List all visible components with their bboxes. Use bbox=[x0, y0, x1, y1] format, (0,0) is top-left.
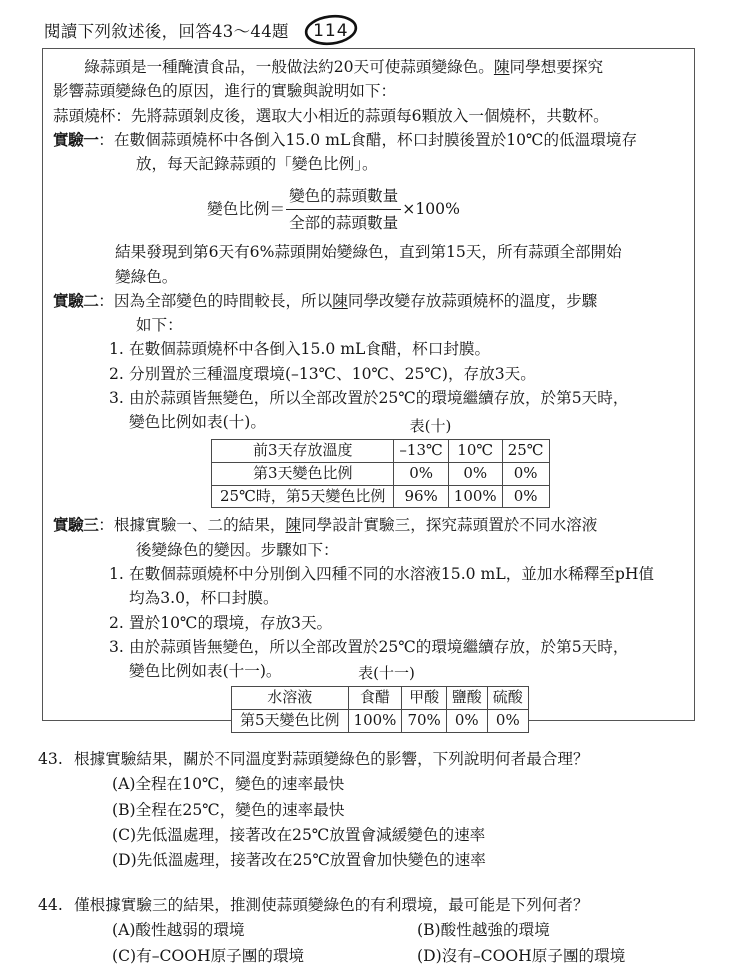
table-10-caption: 表(十) bbox=[409, 416, 452, 435]
experiment-1-result-line-2: 變綠色。 bbox=[115, 267, 178, 286]
formula-denominator: 全部的蒜頭數量 bbox=[286, 209, 401, 235]
table-10-row-2-header: 25℃時，第5天變色比例 bbox=[212, 485, 394, 508]
experiment-3-step-1 bbox=[53, 562, 684, 586]
experiment-2-step-3-text: 由於蒜頭皆無變色，所以全部改置於25℃的環境繼續存放，於第5天時， bbox=[129, 389, 629, 408]
experiment-2-label-text: 實驗二 bbox=[53, 290, 99, 310]
question-44-head bbox=[38, 893, 718, 918]
question-43-number: 43. bbox=[38, 750, 63, 768]
table-11-cell-0-3: 硫酸 bbox=[487, 687, 528, 710]
experiment-3-label-text: 實驗三 bbox=[53, 515, 99, 535]
experiment-2-line-1-name: 陳 bbox=[332, 291, 348, 310]
question-44-option-b[interactable]: (B)酸性越強的環境 bbox=[417, 921, 550, 940]
table-11-caption: 表(十一) bbox=[358, 663, 415, 682]
table-11-cell-1-1: 70% bbox=[402, 709, 446, 732]
experiment-3-step-1-cont: 均為3.0，杯口封膜。 bbox=[129, 589, 279, 608]
experiment-2-step-2-number: 2. bbox=[109, 364, 124, 383]
experiment-3-step-2-number: 2. bbox=[109, 613, 124, 632]
intro-line-1-text: 綠蒜頭是一種醃漬食品，一般做法約20天可使蒜頭變綠色。 bbox=[84, 58, 494, 76]
table-10 bbox=[211, 439, 550, 508]
experiment-2-step-3 bbox=[53, 386, 684, 410]
intro-line-1-tail: 同學想要探究 bbox=[509, 58, 604, 76]
question-43-options bbox=[38, 772, 718, 873]
handwritten-114-mark bbox=[303, 14, 359, 46]
formula-numerator: 變色的蒜頭數量 bbox=[289, 186, 399, 205]
experiment-3-line-1 bbox=[114, 513, 684, 537]
question-43-option-b[interactable]: (B)全程在25℃，變色的速率最快 bbox=[112, 800, 345, 819]
experiment-2-step-2 bbox=[53, 362, 684, 386]
experiment-1-colon: ： bbox=[98, 130, 114, 149]
experiment-3-step-1-text: 在數個蒜頭燒杯中分別倒入四種不同的水溶液15.0 mL，並加水稀釋至pH值 bbox=[129, 565, 655, 584]
experiment-3-block bbox=[53, 513, 684, 562]
question-44-option-a[interactable]: (A)酸性越弱的環境 bbox=[112, 921, 245, 940]
table-10-cell-2-1: 100% bbox=[448, 485, 502, 508]
question-44 bbox=[38, 893, 718, 969]
table-10-cell-1-1: 0% bbox=[448, 462, 502, 485]
experiment-1-block bbox=[53, 128, 684, 177]
experiment-3-line-1-name: 陳 bbox=[285, 516, 302, 535]
experiment-3-label bbox=[53, 513, 114, 537]
table-10-wrap bbox=[53, 415, 684, 509]
question-44-options bbox=[38, 918, 718, 969]
table-11-cell-1-2: 0% bbox=[446, 709, 487, 732]
table-10-cell-0-1: 10℃ bbox=[448, 440, 502, 463]
experiment-2-step-3-number: 3. bbox=[109, 389, 124, 408]
experiment-3-step-2-text: 置於10℃的環境，存放3天。 bbox=[129, 613, 333, 632]
page-header bbox=[44, 14, 359, 46]
table-row bbox=[212, 440, 550, 463]
experiment-2-step-1 bbox=[53, 337, 684, 361]
experiment-3-step-3 bbox=[53, 635, 684, 659]
experiment-3-step-3-number: 3. bbox=[109, 638, 124, 657]
table-11-wrap bbox=[53, 662, 684, 733]
table-10-row-1-header: 第3天變色比例 bbox=[212, 462, 394, 485]
intro-line-1 bbox=[53, 55, 684, 79]
experiment-3-line-1b: 同學設計實驗三，探究蒜頭置於不同水溶液 bbox=[301, 516, 598, 535]
experiment-2-step-3-cont: 變色比例如表(十)。 bbox=[129, 413, 266, 432]
table-11-cell-0-1: 甲酸 bbox=[402, 687, 446, 710]
table-10-cell-2-0: 96% bbox=[394, 485, 448, 508]
experiment-3-step-2 bbox=[53, 611, 684, 635]
passage-box bbox=[42, 48, 695, 729]
experiment-1-label-text: 實驗一 bbox=[53, 129, 99, 149]
experiment-2-line-2: 如下： bbox=[135, 316, 183, 335]
question-44-stem: 僅根據實驗三的結果，推測使蒜頭變綠色的有利環境，最可能是下列何者？ bbox=[74, 896, 589, 914]
table-10-cell-0-2: 25℃ bbox=[502, 440, 549, 463]
table-11-cell-1-0: 100% bbox=[348, 709, 402, 732]
intro-line-1-name: 陳 bbox=[493, 58, 510, 76]
table-10-cell-1-2: 0% bbox=[502, 462, 549, 485]
table-11-cell-0-2: 鹽酸 bbox=[446, 687, 487, 710]
table-11 bbox=[231, 686, 529, 733]
formula-left-term: 變色比例＝ bbox=[207, 200, 286, 219]
table-row bbox=[212, 485, 550, 508]
table-row bbox=[232, 709, 529, 732]
reading-instruction: 閱讀下列敘述後，回答43～44題 bbox=[44, 22, 289, 41]
experiment-3-step-3-cont: 變色比例如表(十一)。 bbox=[129, 662, 282, 681]
handwritten-114-text: 114 bbox=[313, 21, 349, 41]
experiment-2-line-1 bbox=[114, 289, 684, 313]
question-43-option-d[interactable]: (D)先低溫處理，接著改在25℃放置會加快變色的速率 bbox=[112, 851, 486, 869]
table-row bbox=[232, 687, 529, 710]
experiment-2-line-1b: 同學改變存放蒜頭燒杯的溫度，步驟 bbox=[347, 291, 598, 310]
table-row bbox=[212, 462, 550, 485]
experiment-1-line-1: 在數個蒜頭燒杯中各倒入15.0 mL食醋，杯口封膜後置於10℃的低溫環境存 bbox=[113, 130, 638, 149]
table-11-row-1-header: 第5天變色比例 bbox=[232, 709, 349, 732]
experiment-3-step-1-number: 1. bbox=[109, 565, 124, 584]
table-10-cell-1-0: 0% bbox=[394, 462, 448, 485]
experiment-3-line-2: 後變綠色的變因。步驟如下： bbox=[135, 540, 339, 559]
experiment-2-step-2-text: 分別置於三種溫度環境(–13℃、10℃、25℃)，存放3天。 bbox=[129, 364, 536, 383]
question-44-option-c[interactable]: (C)有–COOH原子團的環境 bbox=[112, 946, 305, 965]
experiment-1-body bbox=[114, 128, 684, 177]
experiment-3-body bbox=[114, 513, 684, 562]
table-10-row-0-header: 前3天存放溫度 bbox=[212, 440, 394, 463]
formula-fraction bbox=[286, 184, 401, 236]
experiment-1-line-2: 放，每天記錄蒜頭的「變色比例」。 bbox=[135, 155, 378, 174]
intro-line-2: 影響蒜頭變綠色的原因，進行的實驗與說明如下： bbox=[53, 82, 397, 101]
question-43-option-a[interactable]: (A)全程在10℃，變色的速率最快 bbox=[112, 775, 345, 794]
experiment-2-block bbox=[53, 289, 684, 338]
experiment-3-colon: ： bbox=[98, 516, 114, 535]
table-10-cell-2-2: 0% bbox=[502, 485, 549, 508]
question-44-number: 44. bbox=[38, 896, 63, 914]
formula-right-term: ×100% bbox=[402, 200, 460, 219]
question-43-stem: 根據實驗結果，關於不同溫度對蒜頭變綠色的影響，下列說明何者最合理？ bbox=[74, 750, 589, 768]
experiment-2-step-1-text: 在數個蒜頭燒杯中各倒入15.0 mL食醋，杯口封膜。 bbox=[129, 340, 491, 359]
experiment-1-label bbox=[53, 128, 114, 152]
table-10-cell-0-0: –13℃ bbox=[394, 440, 448, 463]
question-43-option-c[interactable]: (C)先低溫處理，接著改在25℃放置會減緩變色的速率 bbox=[112, 825, 486, 844]
experiment-3-line-1a: 根據實驗一、二的結果， bbox=[113, 516, 286, 535]
color-change-ratio-formula bbox=[53, 184, 684, 236]
table-11-row-0-header: 水溶液 bbox=[232, 687, 349, 710]
question-43 bbox=[38, 747, 718, 873]
experiment-2-colon: ： bbox=[98, 291, 114, 310]
question-44-option-d[interactable]: (D)沒有–COOH原子團的環境 bbox=[417, 946, 626, 965]
setup-line: 蒜頭燒杯：先將蒜頭剝皮後，選取大小相近的蒜頭每6顆放入一個燒杯，共數杯。 bbox=[53, 106, 609, 125]
experiment-2-body bbox=[114, 289, 684, 338]
table-11-cell-1-3: 0% bbox=[487, 709, 528, 732]
experiment-2-label bbox=[53, 289, 114, 313]
experiment-2-line-1a: 因為全部變色的時間較長，所以 bbox=[113, 291, 333, 310]
experiment-3-step-3-text: 由於蒜頭皆無變色，所以全部改置於25℃的環境繼續存放，於第5天時， bbox=[129, 638, 629, 657]
experiment-2-step-1-number: 1. bbox=[109, 340, 124, 359]
experiment-1-result-line-1: 結果發現到第6天有6%蒜頭開始變綠色，直到第15天，所有蒜頭全部開始 bbox=[115, 243, 622, 262]
table-11-cell-0-0: 食醋 bbox=[348, 687, 402, 710]
question-43-head bbox=[38, 747, 718, 772]
